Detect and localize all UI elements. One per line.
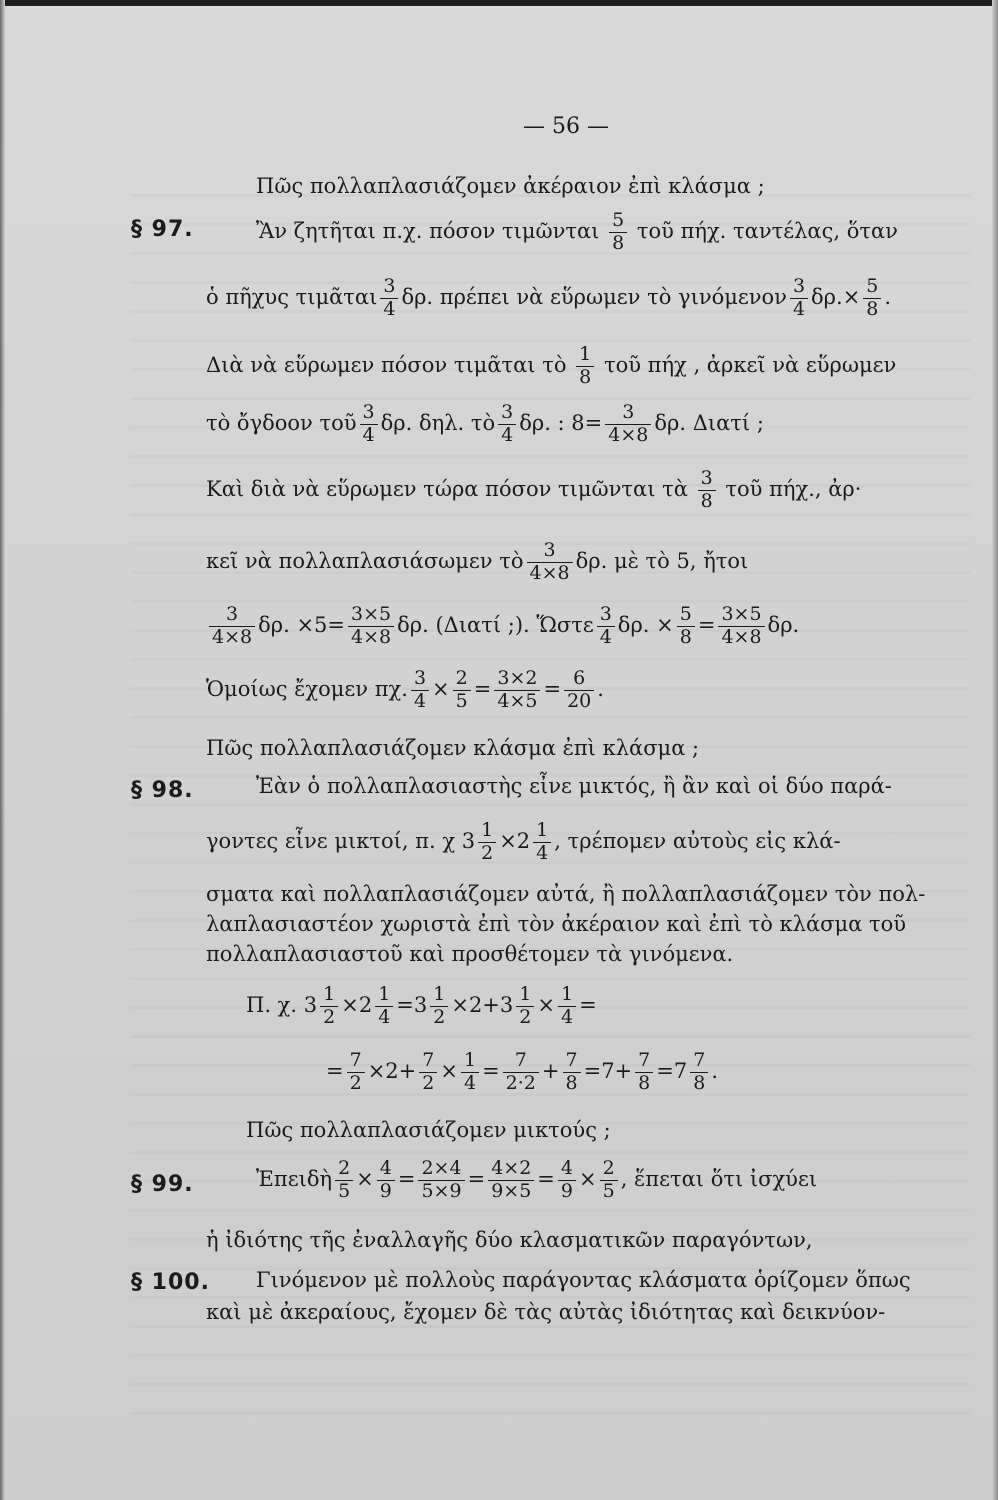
- s99-line-1: Ἐπειδὴ $\frac{2}{5}$ × $\frac{4}{9}$ = $\frac{2\times 4}{5\times 9}$ = $\frac{4\times 2}{9\times 5}$ = $\frac{4}{9}$ × $\frac{2}{5}$ , ἕπεται ὅτι ἰσχύει: [256, 1157, 818, 1202]
- question-heading-2: Πῶς πολλαπλασιάζομεν κλάσμα ἐπὶ κλάσμα ;: [206, 736, 700, 760]
- s98-line-1: Ἐὰν ὁ πολλαπλασιαστὴς εἶνε μικτός, ἢ ἂν καὶ οἱ δύο παρά-: [256, 774, 892, 798]
- s98-line-3: σματα καὶ πολλαπλασιάζομεν αὐτά, ἢ πολλαπλασιάζομεν τὸν πολ-: [206, 882, 926, 906]
- s97-line-1: Ἂν ζητῆται π.χ. πόσον τιμῶνται $\frac{5}{8}$ τοῦ πήχ. ταντέλας, ὅταν: [256, 209, 898, 254]
- s98-line-4: λαπλασιαστέον χωριστὰ ἐπὶ τὸν ἀκέραιον καὶ ἐπὶ τὸ κλάσμα τοῦ: [206, 912, 907, 936]
- s98-line-2: γοντες εἶνε μικτοί, π. χ 3 $\frac{1}{2}$ ×2 $\frac{1}{4}$ , τρέπομεν αὐτοὺς εἰς κλά-: [206, 819, 841, 864]
- section-99-label: § 99.: [131, 1172, 194, 1197]
- s97-line-4: τὸ ὄγδοον τοῦ $\frac{3}{4}$ δρ. δηλ. τὸ $\frac{3}{4}$ δρ. : 8= $\frac{3}{4\times 8}$ δρ. Διατί ;: [206, 401, 764, 446]
- page-right-edge: [992, 0, 998, 1500]
- s100-line-1: Γινόμενον μὲ πολλοὺς παράγοντας κλάσματα ὁρίζομεν ὅπως: [256, 1268, 911, 1292]
- question-heading-3: Πῶς πολλαπλασιάζομεν μικτούς ;: [246, 1118, 611, 1142]
- s97-line-3: Διὰ νὰ εὕρωμεν πόσον τιμᾶται τὸ $\frac{1}{8}$ τοῦ πήχ , ἀρκεῖ νὰ εὕρωμεν: [206, 343, 897, 388]
- s99-line-2: ἡ ἰδιότης τῆς ἐναλλαγῆς δύο κλασματικῶν παραγόντων,: [206, 1228, 813, 1252]
- section-100-label: § 100.: [131, 1270, 210, 1295]
- s98-line-5: πολλαπλασιαστοῦ καὶ προσθέτομεν τὰ γινόμενα.: [206, 942, 734, 966]
- question-heading-1: Πῶς πολλαπλασιάζομεν ἀκέραιον ἐπὶ κλάσμα ;: [256, 174, 765, 198]
- section-98-label: § 98.: [131, 778, 194, 803]
- page-top-edge: [0, 0, 998, 6]
- s98-example-2: = $\frac{7}{2}$ ×2+ $\frac{7}{2}$ × $\frac{1}{4}$ = $\frac{7}{2\cdot 2}$ + $\frac{7}{8}$ =7+ $\frac{7}{8}$ =7 $\frac{7}{8}$ .: [326, 1049, 718, 1094]
- section-97-label: § 97.: [131, 217, 194, 242]
- s98-example-1: Π. χ. 3 $\frac{1}{2}$ ×2 $\frac{1}{4}$ =3 $\frac{1}{2}$ ×2+3 $\frac{1}{2}$ × $\frac{1}{4}$ =: [246, 983, 597, 1028]
- s97-line-6: κεῖ νὰ πολλαπλασιάσωμεν τὸ $\frac{3}{4\times 8}$ δρ. μὲ τὸ 5, ἤτοι: [206, 539, 749, 584]
- s100-line-2: καὶ μὲ ἀκεραίους, ἔχομεν δὲ τὰς αὐτὰς ἰδιότητας καὶ δεικνύον-: [206, 1300, 886, 1324]
- s97-line-5: Καὶ διὰ νὰ εὕρωμεν τώρα πόσον τιμῶνται τὰ $\frac{3}{8}$ τοῦ πήχ., ἀρ·: [206, 467, 862, 512]
- s97-line-2: ὁ πῆχυς τιμᾶται $\frac{3}{4}$ δρ. πρέπει νὰ εὕρωμεν τὸ γινόμενον $\frac{3}{4}$ δρ.× $\frac{5}{8}$ .: [206, 275, 892, 320]
- page-number: — 56 —: [523, 114, 609, 139]
- page-left-edge: [0, 0, 5, 1500]
- s97-line-7: $\frac{3}{4\times 8}$ δρ. ×5= $\frac{3\times 5}{4\times 8}$ δρ. (Διατί ;). Ὥστε $\frac{3}{4}$ δρ. × $\frac{5}{8}$ = $\frac{3\times 5}{4\times 8}$ δρ.: [206, 604, 799, 649]
- s97-line-8: Ὁμοίως ἔχομεν πχ. $\frac{3}{4}$ × $\frac{2}{5}$ = $\frac{3\times 2}{4\times 5}$ = $\frac{6}{20}$ .: [206, 667, 604, 712]
